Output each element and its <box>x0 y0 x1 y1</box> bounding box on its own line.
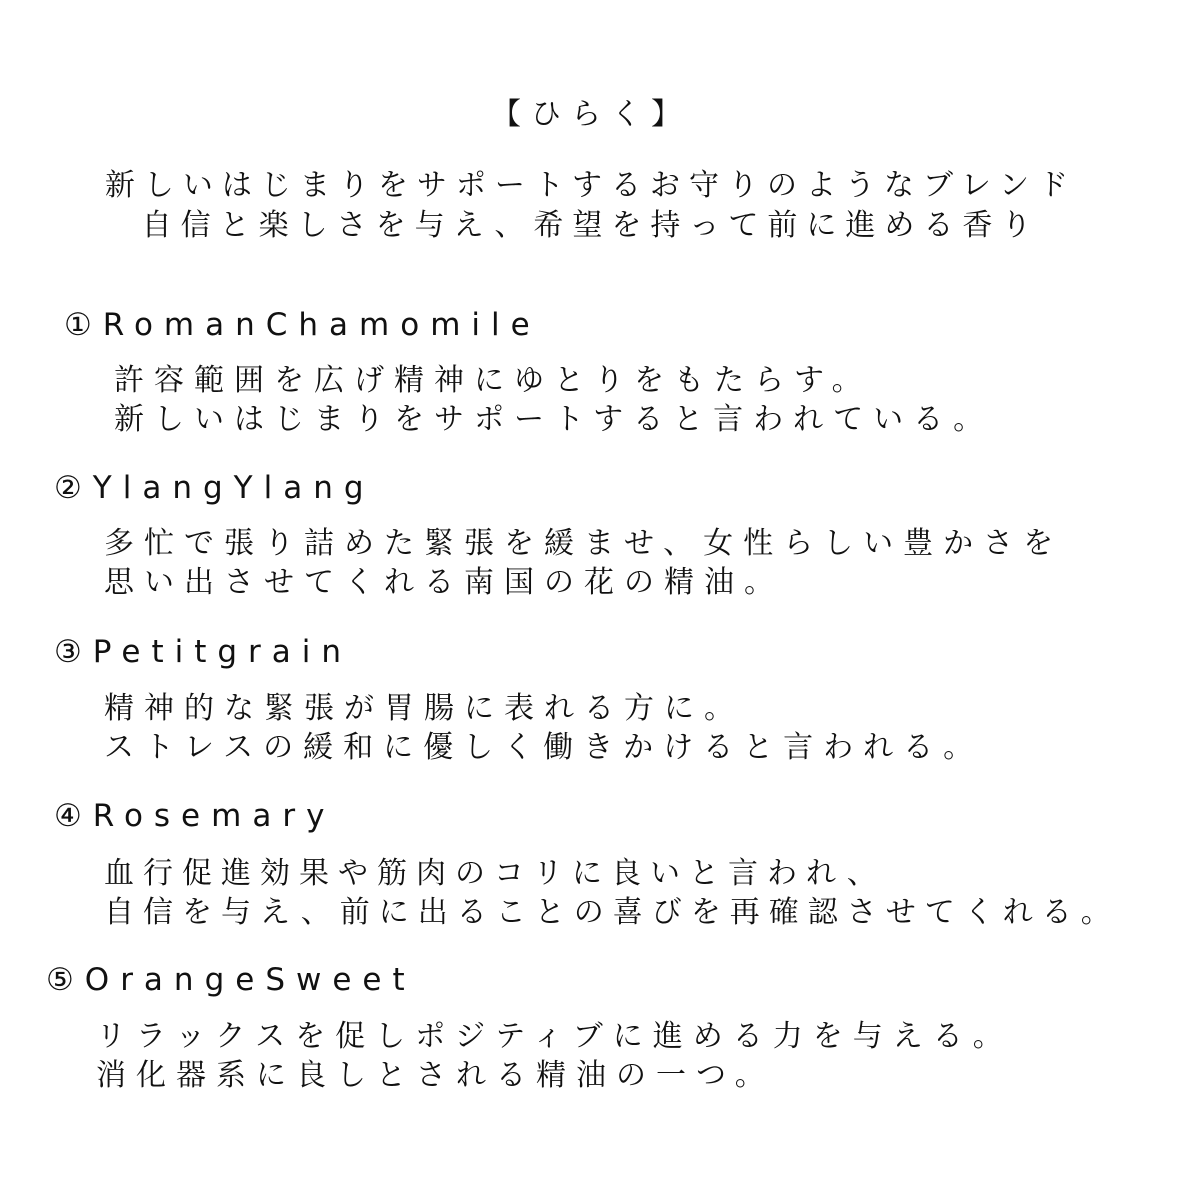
oil-description-line: 消化器系に良しとされる精油の一つ。 <box>96 1058 775 1093</box>
oil-description <box>114 361 993 439</box>
oil-description-line: 多忙で張り詰めた緊張を緩ませ、女性らしい豊かさを <box>104 526 1064 561</box>
blend-intro <box>0 166 1182 246</box>
oil-description-line: 許容範囲を広げ精神にゆとりをもたらす。 <box>114 363 872 398</box>
intro-line: 自信と楽しさを与え、希望を持って前に進める香り <box>141 208 1041 243</box>
oil-description-line: ストレスの緩和に優しく働きかけると言われる。 <box>104 730 984 765</box>
oil-description <box>104 689 983 767</box>
oil-description <box>104 854 1120 932</box>
oil-description-line: 思い出させてくれる南国の花の精油。 <box>104 565 784 600</box>
oil-description-line: 精神的な緊張が胃腸に表れる方に。 <box>104 691 744 726</box>
oil-name: ③Petitgrain <box>54 634 353 670</box>
blend-title: 【ひらく】 <box>491 97 691 132</box>
oil-name: ④Rosemary <box>54 798 336 834</box>
oil-name: ②YlangYlang <box>54 470 375 506</box>
oil-description-line: 新しいはじまりをサポートすると言われている。 <box>114 402 994 437</box>
oil-description-line: 自信を与え、前に出ることの喜びを再確認させてくれる。 <box>104 895 1120 930</box>
oil-description-line: 血行促進効果や筋肉のコリに良いと言われ、 <box>104 856 886 891</box>
intro-line: 新しいはじまりをサポートするお守りのようなブレンド <box>104 168 1078 203</box>
oil-description <box>104 524 1063 602</box>
oil-name: ①RomanChamomile <box>64 307 541 343</box>
oil-description-line: リラックスを促しポジティブに進める力を与える。 <box>96 1019 1013 1054</box>
oil-name: ⑤OrangeSweet <box>46 962 416 998</box>
oil-description <box>96 1017 1013 1095</box>
